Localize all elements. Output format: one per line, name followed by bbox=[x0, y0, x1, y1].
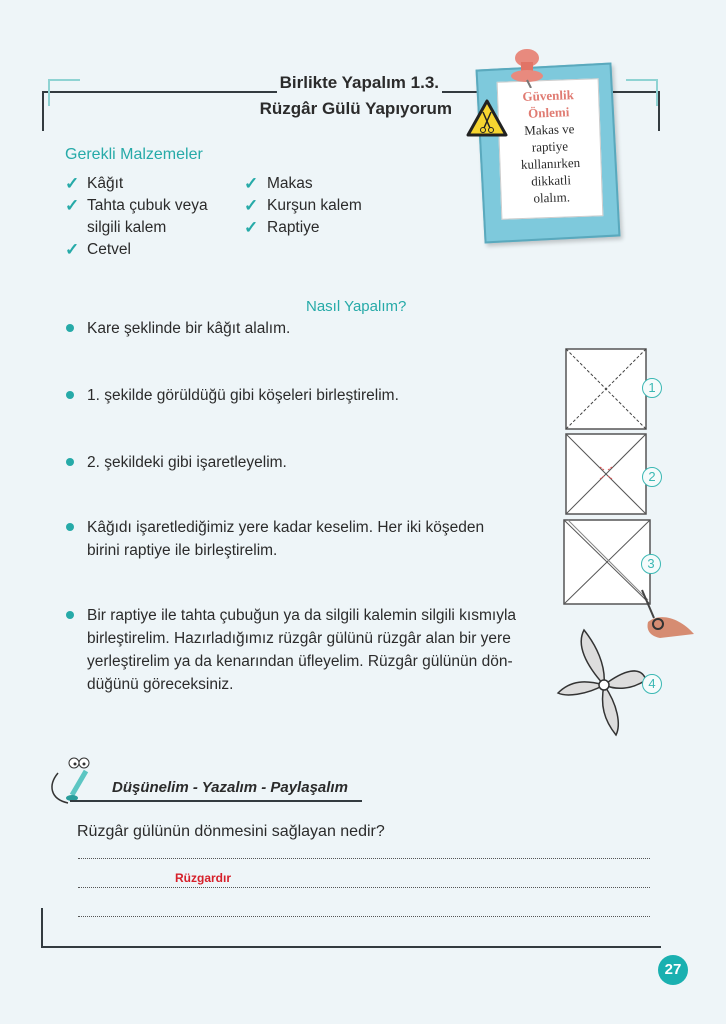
safety-text: kullanırken bbox=[520, 154, 581, 173]
bullet-icon bbox=[66, 458, 74, 466]
material-item: Raptiye bbox=[267, 219, 320, 236]
page-number: 27 bbox=[658, 955, 688, 985]
answer-line[interactable] bbox=[78, 887, 650, 888]
bullet-icon bbox=[66, 391, 74, 399]
safety-note bbox=[497, 78, 604, 219]
step-text: 1. şekilde görüldüğü gibi köşeleri birleştirelim. bbox=[87, 387, 399, 404]
pinwheel-icon bbox=[558, 630, 646, 735]
check-icon: ✓ bbox=[65, 174, 80, 193]
check-icon: ✓ bbox=[65, 196, 80, 215]
material-item: Tahta çubuk veya bbox=[87, 197, 208, 214]
figure-3-square bbox=[564, 520, 650, 604]
pinwheel-steps-figures bbox=[556, 345, 656, 740]
figure-1-square bbox=[566, 349, 646, 429]
step-text: Kâğıdı işaretlediğimiz yere kadar keselim. Her iki köşeden birini raptiye ile birleştirelim. bbox=[87, 519, 485, 559]
check-icon: ✓ bbox=[244, 196, 259, 215]
figure-label-2: 2 bbox=[642, 467, 662, 487]
safety-text: Makas ve bbox=[523, 121, 575, 138]
materials-heading: Gerekli Malzemeler bbox=[65, 146, 203, 163]
scissors-hand-icon bbox=[640, 588, 696, 642]
corner-bracket-left bbox=[48, 79, 80, 106]
material-item: Kâğıt bbox=[87, 175, 124, 192]
figure-label-4: 4 bbox=[642, 674, 662, 694]
figure-label-1: 1 bbox=[642, 378, 662, 398]
figure-label-3: 3 bbox=[641, 554, 661, 574]
reflection-question: Rüzgâr gülünün dönmesini sağlayan nedir? bbox=[77, 823, 385, 840]
safety-text: raptiye bbox=[531, 138, 569, 155]
bullet-icon bbox=[66, 324, 74, 332]
step-text: Kare şeklinde bir kâğıt alalım. bbox=[87, 320, 291, 337]
reflection-heading: Düşünelim - Yazalım - Paylaşalım bbox=[112, 779, 348, 796]
frame-bottom-left-tick bbox=[41, 908, 43, 948]
figure-2-square bbox=[566, 434, 646, 514]
thinking-pencil-icon bbox=[48, 755, 108, 805]
bullet-icon bbox=[66, 523, 74, 531]
step-text: 2. şekildeki gibi işaretleyelim. bbox=[87, 454, 287, 471]
material-item: Makas bbox=[267, 175, 313, 192]
material-item: Cetvel bbox=[87, 241, 131, 258]
step-text: Bir raptiye ile tahta çubuğun ya da silgili kalemin silgili kısmıyla birleştirelim. Hazırladığımız rüzgâr gülünü rüzgâr alan bir yere yerleştirelim ya da kenarından üfleyelim. Rüzgâr gülünün dön- düğünü göreceksiniz. bbox=[87, 607, 517, 693]
check-icon: ✓ bbox=[244, 218, 259, 237]
bullet-icon bbox=[66, 611, 74, 619]
pushpin-icon bbox=[503, 44, 547, 88]
material-item: Kurşun kalem bbox=[267, 197, 362, 214]
activity-number: Birlikte Yapalım 1.3. bbox=[277, 73, 442, 93]
corner-bracket-right bbox=[626, 79, 658, 106]
answer-line[interactable] bbox=[78, 858, 650, 859]
safety-text: olalım. bbox=[533, 189, 571, 206]
warning-scissors-icon bbox=[466, 98, 508, 138]
frame-bottom-line bbox=[41, 946, 661, 948]
steps-heading: Nasıl Yapalım? bbox=[306, 298, 407, 315]
check-icon: ✓ bbox=[65, 240, 80, 259]
answer-text: Rüzgardır bbox=[175, 871, 232, 885]
safety-title: Güvenlik Önlemi bbox=[522, 87, 575, 121]
page-title: Rüzgâr Gülü Yapıyorum bbox=[259, 99, 452, 118]
answer-line[interactable] bbox=[78, 916, 650, 917]
check-icon: ✓ bbox=[244, 174, 259, 193]
safety-text: dikkatli bbox=[530, 172, 572, 189]
reflection-underline bbox=[70, 800, 362, 802]
frame-right-tick bbox=[658, 91, 660, 131]
frame-left-tick bbox=[42, 91, 44, 131]
material-item: silgili kalem bbox=[87, 219, 167, 236]
